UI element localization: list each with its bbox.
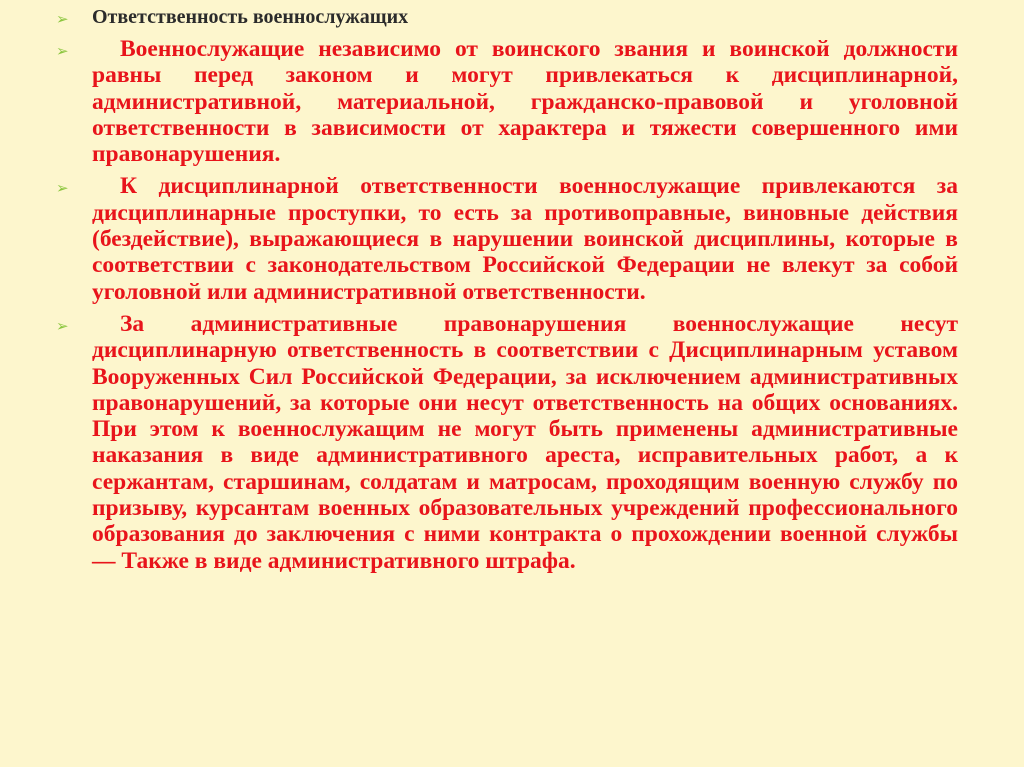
paragraph-equality: Военнослужащие независимо от воинского звания и воинской должности равны перед законом и могут привлекаться к дисциплинарной, административной, материальной, гражданско-правовой и уголовной ответственности в зависимости от характера и тяжести совершенного ими правонарушения. (92, 36, 958, 168)
arrowhead-bullet-icon: ➢ (56, 10, 69, 28)
arrowhead-bullet-icon: ➢ (56, 42, 69, 60)
paragraph-item (56, 36, 958, 167)
paragraph-administrative: За административные правонарушения военнослужащие несут дисциплинарную ответственность в соответствии с Дисциплинарным уставом Вооруженных Сил Российской Федерации, за исключением административных правонарушений, за которые они несут ответственность на общих основаниях. При этом к военнослужащим не могут быть применены административные наказания в виде административного ареста, исправительных работ, а к сержантам, старшинам, солдатам и матросам, проходящим военную службу по призыву, курсантам военных образовательных учреждений профессионального образования до заключения с ними контракта о прохождении военной службы — Также в виде административного штрафа. (92, 310, 958, 574)
arrowhead-bullet-icon: ➢ (56, 316, 69, 335)
paragraph-item (56, 173, 958, 304)
heading-item (56, 4, 958, 30)
paragraph-disciplinary: К дисциплинарной ответственности военнослужащие привлекаются за дисциплинарные проступки, то есть за противоправные, виновные действия (бездействие), выражающиеся в нарушении воинской дисциплины, которые в соответствии с законодательством Российской Федерации не влекут за собой уголовной или административной ответственности. (92, 173, 958, 305)
slide-heading: Ответственность военнослужащих (92, 6, 409, 28)
paragraph-item (56, 311, 958, 574)
arrowhead-bullet-icon: ➢ (56, 179, 69, 198)
